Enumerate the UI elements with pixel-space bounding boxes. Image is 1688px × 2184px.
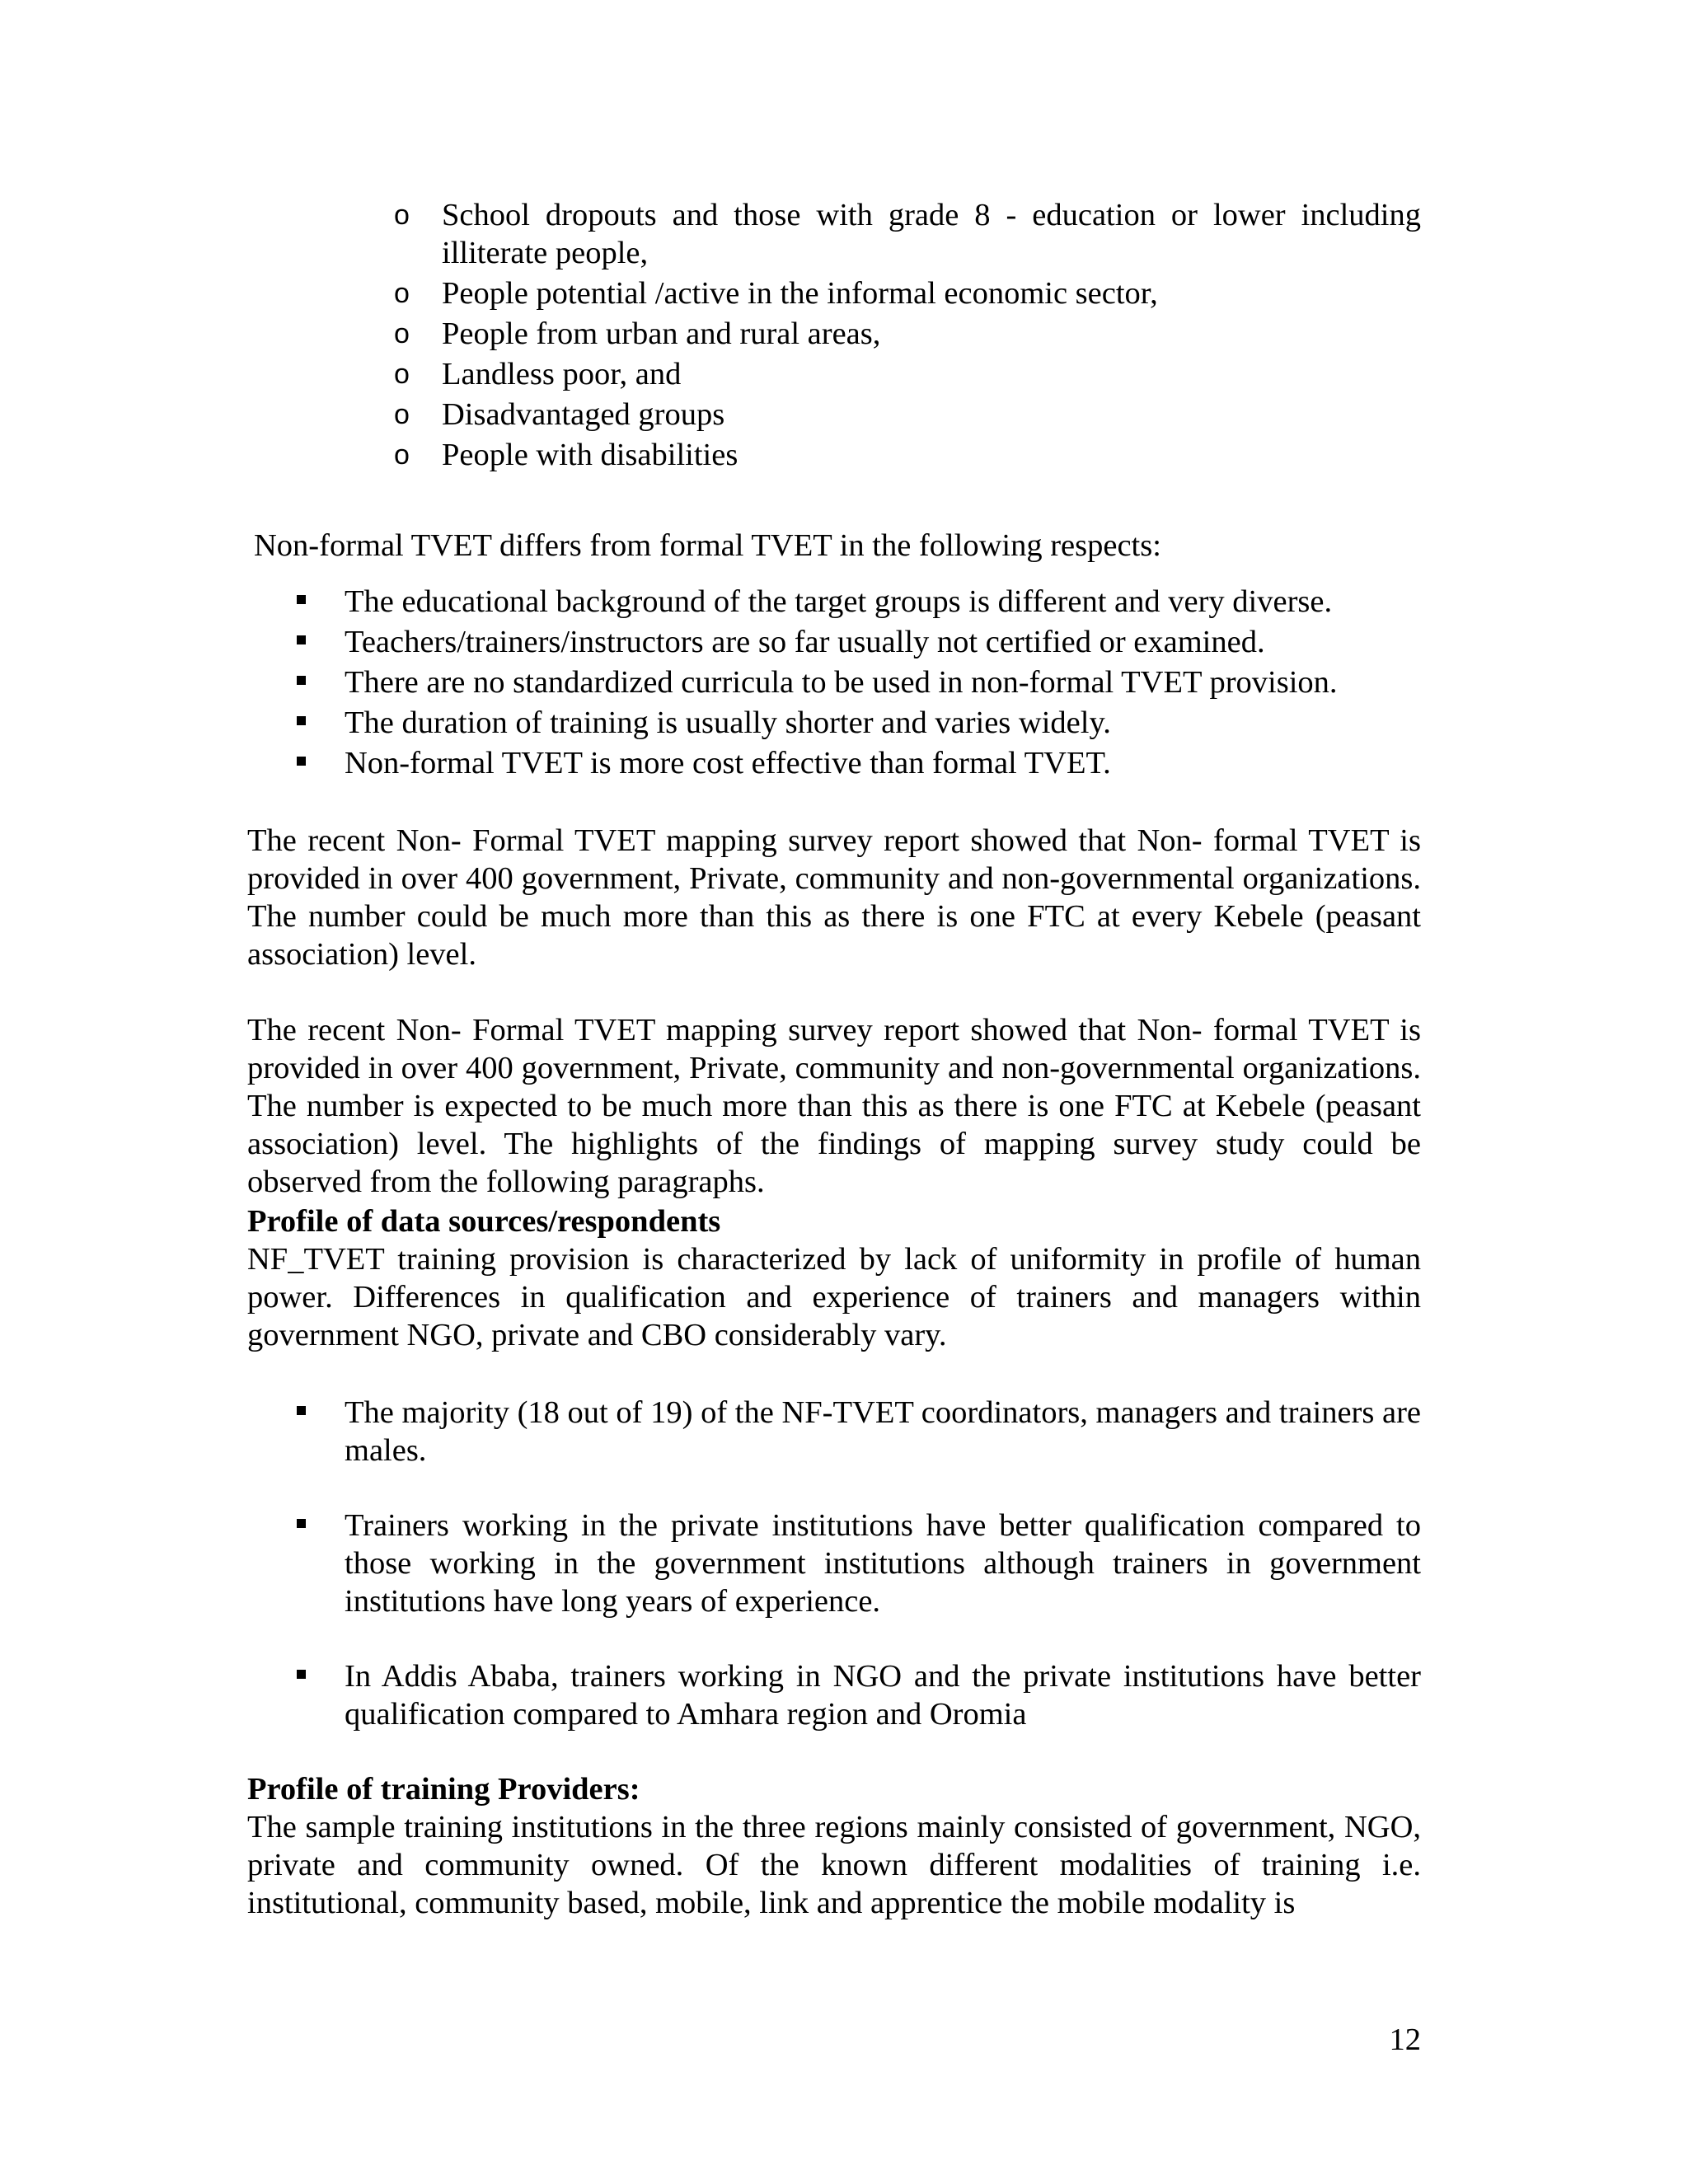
difference-item: Non-formal TVET is more cost effective than formal TVET. (297, 744, 1421, 782)
target-group-item: o Disadvantaged groups (394, 397, 725, 432)
page-number: 12 (1389, 2022, 1421, 2057)
bullet-circle-icon: o (394, 278, 410, 309)
bullet-circle-icon: o (394, 399, 410, 430)
difference-item: Teachers/trainers/instructors are so far usually not certified or examined. (297, 623, 1421, 661)
finding-item: The majority (18 out of 19) of the NF-TVET coordinators, managers and trainers are males. (297, 1394, 1421, 1469)
bullet-circle-icon: o (394, 199, 410, 231)
target-groups-list (394, 196, 1421, 474)
bullet-square-icon (297, 1406, 306, 1415)
differences-intro: Non-formal TVET differs from formal TVET in the following respects: (254, 528, 1161, 563)
target-group-item: o People from urban and rural areas, (394, 316, 881, 351)
bullet-circle-icon: o (394, 439, 410, 471)
target-group-item: o Landless poor, and (394, 357, 682, 391)
target-group-item: o People with disabilities (394, 438, 738, 472)
difference-item: The educational background of the target groups is different and very diverse. (297, 583, 1421, 621)
page-content (247, 196, 1421, 1922)
bullet-circle-icon: o (394, 318, 410, 349)
difference-item: There are no standardized curricula to be used in non-formal TVET provision. (297, 663, 1421, 701)
bullet-square-icon (297, 1670, 306, 1679)
mapping-survey-paragraph-2: The recent Non- Formal TVET mapping survey report showed that Non- formal TVET is provided in over 400 government, Private, community and non-governmental organizations. The number is expected to be much more than this as there is one FTC at Kebele (peasant association) level. The highlights of the findings of mapping survey study could be observed from the following paragraphs. (247, 1013, 1421, 1199)
difference-item: The duration of training is usually shorter and varies widely. (297, 704, 1421, 742)
providers-text: The sample training institutions in the three regions mainly consisted of government, NGO, private and community owned. Of the known different modalities of training i.e. institutional, community based, mobile, link and apprentice the mobile modality is (247, 1810, 1421, 1920)
finding-item: In Addis Ababa, trainers working in NGO and the private institutions have better qualification compared to Amhara region and Oromia (297, 1657, 1421, 1733)
respondent-findings-list (297, 1394, 1421, 1733)
finding-item: Trainers working in the private institutions have better qualification compared to those working in the government institutions although trainers in government institutions have long years of experience. (297, 1507, 1421, 1620)
mapping-survey-paragraph-1: The recent Non- Formal TVET mapping survey report showed that Non- formal TVET is provided in over 400 government, Private, community and non-governmental organizations. The number could be much more than this as there is one FTC at every Kebele (peasant association) level. (247, 823, 1421, 972)
bullet-square-icon (297, 716, 306, 725)
differences-list (297, 583, 1421, 782)
bullet-square-icon (297, 676, 306, 685)
providers-heading: Profile of training Providers: (247, 1772, 640, 1807)
target-group-item: o People potential /active in the informal economic sector, (394, 276, 1158, 311)
bullet-square-icon (297, 635, 306, 644)
bullet-square-icon (297, 595, 306, 604)
target-group-item: o School dropouts and those with grade 8 - education or lower including illiterate people, (394, 198, 1421, 270)
bullet-circle-icon: o (394, 359, 410, 390)
bullet-square-icon (297, 1519, 306, 1528)
respondents-heading: Profile of data sources/respondents (247, 1204, 721, 1239)
bullet-square-icon (297, 757, 306, 766)
respondents-text: NF_TVET training provision is characterized by lack of uniformity in profile of human power. Differences in qualification and experience of trainers and managers within government NGO, private and CBO considerably vary. (247, 1242, 1421, 1352)
